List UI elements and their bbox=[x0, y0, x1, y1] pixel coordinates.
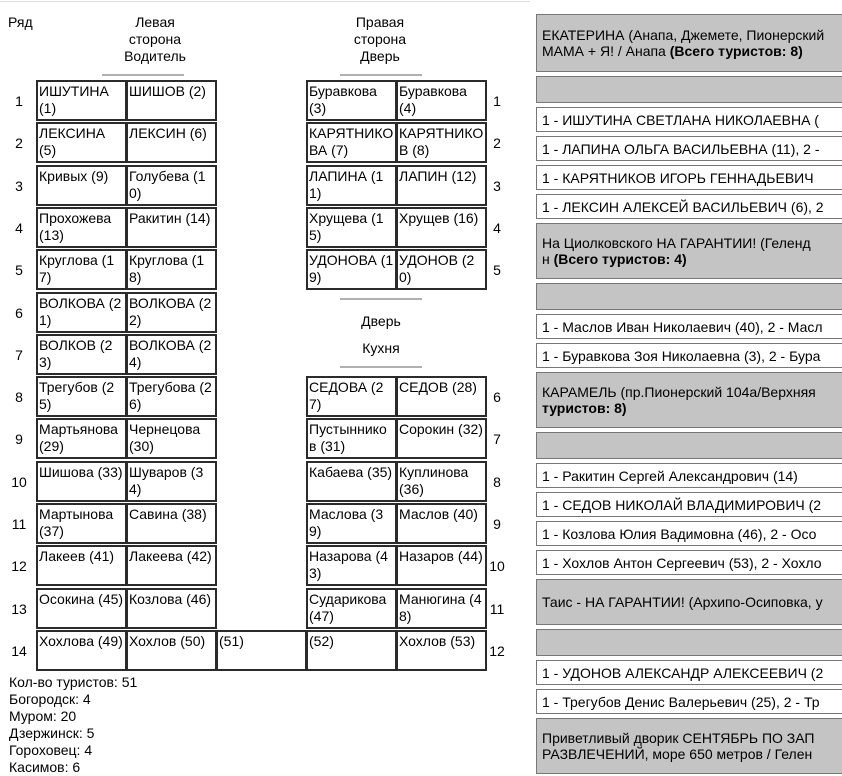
seat: Хрущева (15) bbox=[306, 207, 397, 248]
left-side-header-line: Левая bbox=[135, 14, 175, 30]
seat: Козлова (46) bbox=[126, 588, 217, 629]
seat: ВОЛКОВА (24) bbox=[126, 334, 217, 375]
right-row-number: 8 bbox=[493, 473, 501, 490]
seat: Куплинова (36) bbox=[396, 461, 487, 502]
left-row-number: 5 bbox=[15, 262, 23, 279]
seat: Сударикова (47) bbox=[306, 588, 397, 629]
left-row-number: 3 bbox=[15, 177, 23, 194]
booking-row: 1 - ИШУТИНА СВЕТЛАНА НИКОЛАЕВНА ( bbox=[536, 107, 842, 132]
seat: Сорокин (32) bbox=[396, 418, 487, 459]
kitchen-bottom-divider bbox=[340, 366, 422, 368]
seat: (52) bbox=[306, 630, 397, 671]
seat: УДОНОВА (19) bbox=[306, 249, 397, 290]
hotel-group-header bbox=[536, 372, 842, 428]
seat: Кабаева (35) bbox=[306, 461, 397, 502]
seat: Чернецова (30) bbox=[126, 418, 217, 459]
left-side-header-line: сторона bbox=[128, 31, 182, 47]
hotel-group-title: На Циолковского НА ГАРАНТИИ! (Геленд bbox=[542, 235, 811, 251]
seat: Ракитин (14) bbox=[126, 207, 217, 248]
booking-row: 1 - Козлова Юлия Вадимовна (46), 2 - Осо bbox=[536, 521, 842, 546]
left-row-number: 4 bbox=[15, 219, 23, 236]
right-row-number: 1 bbox=[493, 93, 501, 109]
right-side-header-line: Дверь bbox=[360, 48, 400, 64]
seat: ВОЛКОВА (21) bbox=[36, 292, 127, 333]
seat: Савина (38) bbox=[126, 503, 217, 544]
seat: Кривых (9) bbox=[36, 165, 127, 206]
left-row-number: 11 bbox=[11, 516, 27, 532]
seat: Лакеева (42) bbox=[126, 545, 217, 586]
seat: ИШУТИНА (1) bbox=[36, 80, 127, 121]
left-row-number: 12 bbox=[11, 558, 27, 575]
seat: Хохлова (49) bbox=[36, 630, 127, 671]
seat: УДОНОВ (20) bbox=[396, 249, 487, 290]
seat: Буравкова (4) bbox=[396, 80, 487, 121]
left-row-number: 14 bbox=[11, 642, 27, 659]
left-side-header bbox=[95, 14, 215, 65]
right-row-number: 3 bbox=[493, 177, 501, 194]
left-row-number: 1 bbox=[15, 93, 23, 109]
stats-city: Касимов: 6 bbox=[9, 759, 81, 775]
seat: Шуваров (34) bbox=[126, 461, 217, 502]
hotel-group-subtitle bbox=[542, 251, 842, 267]
hotel-group-spacer bbox=[536, 432, 842, 459]
hotel-group-subtitle bbox=[542, 400, 842, 416]
left-side-header-line: Водитель bbox=[124, 48, 186, 64]
seat: Осокина (45) bbox=[36, 588, 127, 629]
seat: Трегубов (25) bbox=[36, 376, 127, 417]
seat: ВОЛКОВ (23) bbox=[36, 334, 127, 375]
booking-row: 1 - Маслов Иван Николаевич (40), 2 - Масл bbox=[536, 314, 842, 339]
booking-row: 1 - УДОНОВ АЛЕКСАНДР АЛЕКСЕЕВИЧ (2 bbox=[536, 660, 842, 685]
hotel-group-location: МАМА + Я! / Анапа bbox=[542, 43, 670, 59]
seat: Хохлов (53) bbox=[396, 630, 487, 671]
seat: Мартынова (37) bbox=[36, 503, 127, 544]
seat: Круглова (18) bbox=[126, 249, 217, 290]
seat: Шишова (33) bbox=[36, 461, 127, 502]
seat: Прохожева (13) bbox=[36, 207, 127, 248]
hotel-group-tourist-count: (Всего туристов: 8) bbox=[669, 43, 803, 59]
hotel-group-tourist-count: туристов: 8) bbox=[542, 400, 627, 416]
right-header-divider bbox=[340, 74, 422, 76]
seat: СЕДОВ (28) bbox=[396, 376, 487, 417]
booking-row: 1 - Хохлов Антон Сергеевич (53), 2 - Хохло bbox=[536, 550, 842, 575]
hotel-group-tourist-count: (Всего туристов: 4) bbox=[553, 251, 687, 267]
seat: Лакеев (41) bbox=[36, 545, 127, 586]
hotel-group-header bbox=[536, 14, 842, 72]
stats-total: Кол-во туристов: 51 bbox=[9, 674, 138, 690]
seat: ЛЕКСИН (6) bbox=[126, 122, 217, 163]
hotel-group-location: РАЗВЛЕЧЕНИЙ, море 650 метров / Гелен bbox=[542, 746, 813, 762]
right-row-number: 4 bbox=[493, 219, 501, 236]
seat: ШИШОВ (2) bbox=[126, 80, 217, 121]
booking-row: 1 - ЛАПИНА ОЛЬГА ВАСИЛЬЕВНА (11), 2 - bbox=[536, 136, 842, 161]
booking-row: 1 - ЛЕКСИН АЛЕКСЕЙ ВАСИЛЬЕВИЧ (6), 2 bbox=[536, 194, 842, 219]
right-side-header bbox=[320, 14, 440, 65]
kitchen-label: Кухня bbox=[362, 340, 400, 356]
seat: КАРЯТНИКОВ (8) bbox=[396, 122, 487, 163]
stats-city: Дзержинск: 5 bbox=[9, 725, 95, 741]
hotel-group-header bbox=[536, 579, 842, 625]
right-row-number: 11 bbox=[489, 600, 505, 617]
left-row-number: 7 bbox=[15, 346, 23, 363]
hotel-group-subtitle bbox=[542, 746, 842, 762]
seat: Хрущев (16) bbox=[396, 207, 487, 248]
seat: Голубева (10) bbox=[126, 165, 217, 206]
door-top-divider bbox=[340, 298, 422, 300]
seat: Манюгина (48) bbox=[396, 588, 487, 629]
hotel-group-title: ЕКАТЕРИНА (Анапа, Джемете, Пионерский bbox=[542, 27, 825, 43]
seat: Маслова (39) bbox=[306, 503, 397, 544]
hotel-group-title: Таис - НА ГАРАНТИИ! (Архипо-Осиповка, у bbox=[542, 594, 823, 610]
hotel-group-location: н bbox=[542, 251, 554, 267]
seat: (51) bbox=[216, 630, 307, 671]
seat: Хохлов (50) bbox=[126, 630, 217, 671]
left-row-number: 8 bbox=[15, 389, 23, 406]
right-row-number: 10 bbox=[489, 558, 505, 575]
right-row-number: 9 bbox=[493, 515, 501, 532]
seat: Назаров (44) bbox=[396, 545, 487, 586]
left-row-number: 6 bbox=[15, 304, 23, 321]
hotel-group-spacer bbox=[536, 76, 842, 103]
tourist-stats bbox=[9, 674, 137, 776]
seat: Назарова (43) bbox=[306, 545, 397, 586]
seat: Круглова (17) bbox=[36, 249, 127, 290]
hotel-group-header bbox=[536, 718, 842, 774]
seat: СЕДОВА (27) bbox=[306, 376, 397, 417]
hotel-group-header bbox=[536, 223, 842, 279]
right-row-number: 7 bbox=[493, 431, 501, 448]
hotel-group-spacer bbox=[536, 629, 842, 656]
booking-row: 1 - Трегубов Денис Валерьевич (25), 2 - Тр bbox=[536, 689, 842, 714]
right-side-header-line: сторона bbox=[353, 31, 407, 47]
booking-row: 1 - Ракитин Сергей Александрович (14) bbox=[536, 463, 842, 488]
seat: Трегубова (26) bbox=[126, 376, 217, 417]
right-row-number: 2 bbox=[493, 135, 501, 152]
right-row-number: 12 bbox=[489, 642, 505, 659]
seat: ЛЕКСИНА (5) bbox=[36, 122, 127, 163]
door-label: Дверь bbox=[361, 313, 401, 329]
booking-row: 1 - Буравкова Зоя Николаевна (3), 2 - Бура bbox=[536, 343, 842, 368]
seat: Буравкова (3) bbox=[306, 80, 397, 121]
seat: Маслов (40) bbox=[396, 503, 487, 544]
seat: Мартьянова (29) bbox=[36, 418, 127, 459]
right-row-number: 5 bbox=[493, 262, 501, 279]
left-row-number: 9 bbox=[15, 431, 23, 448]
seat: КАРЯТНИКОВА (7) bbox=[306, 122, 397, 163]
hotel-group-title: Приветливый дворик СЕНТЯБРЬ ПО ЗАП bbox=[542, 730, 815, 746]
stats-city: Богородск: 4 bbox=[9, 691, 91, 707]
top-divider bbox=[0, 1, 530, 2]
right-row-number: 6 bbox=[493, 389, 501, 405]
left-row-number: 13 bbox=[11, 600, 27, 617]
hotel-group-subtitle bbox=[542, 43, 842, 59]
hotel-groups-panel bbox=[536, 14, 842, 774]
hotel-group-title: КАРАМЕЛЬ (пр.Пионерский 104а/Верхняя bbox=[542, 384, 816, 400]
left-row-number: 2 bbox=[15, 135, 23, 152]
seat: ВОЛКОВА (22) bbox=[126, 292, 217, 333]
booking-row: 1 - КАРЯТНИКОВ ИГОРЬ ГЕННАДЬЕВИЧ bbox=[536, 165, 842, 190]
row-column-label: Ряд bbox=[8, 14, 33, 30]
seat: ЛАПИН (12) bbox=[396, 165, 487, 206]
left-row-number: 10 bbox=[11, 473, 27, 490]
seat: Пустынников (31) bbox=[306, 418, 397, 459]
stats-city: Муром: 20 bbox=[9, 708, 77, 724]
stats-city: Гороховец: 4 bbox=[9, 742, 93, 758]
left-header-divider bbox=[102, 74, 184, 76]
hotel-group-spacer bbox=[536, 283, 842, 310]
seat: ЛАПИНА (11) bbox=[306, 165, 397, 206]
right-side-header-line: Правая bbox=[355, 14, 405, 30]
booking-row: 1 - СЕДОВ НИКОЛАЙ ВЛАДИМИРОВИЧ (2 bbox=[536, 492, 842, 517]
